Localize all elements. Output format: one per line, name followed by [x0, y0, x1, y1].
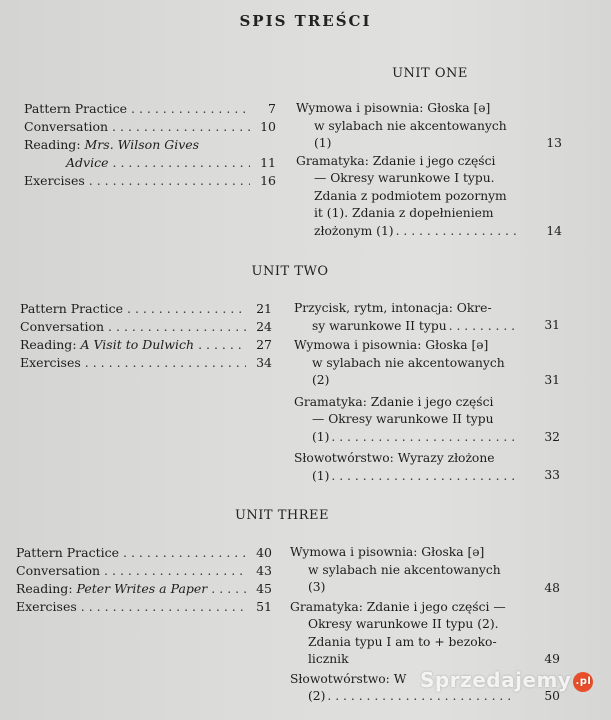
- toc-entry[interactable]: Wymowa i pisownia: Głoska [ə] w sylabach nie akcentowanych (2) 31: [294, 338, 560, 387]
- toc-entry[interactable]: Pattern Practice . . . 7: [24, 100, 276, 118]
- toc-entry[interactable]: Wymowa i pisownia: Głoska [ə] w sylabach nie akcentowanych (3) 48: [290, 545, 560, 595]
- toc-entry[interactable]: Conversation . . . 10: [24, 118, 276, 136]
- unit-one-right-list: [296, 100, 562, 240]
- watermark-logo: Sprzedajemy .pl: [420, 668, 593, 692]
- toc-entry[interactable]: Słowotwórstwo: Wyrazy złożone (1) . . . 33: [294, 450, 516, 485]
- toc-entry[interactable]: Pattern Practice . . . 21: [20, 300, 272, 318]
- toc-entry[interactable]: Conversation . . . 43: [16, 562, 272, 580]
- toc-entry[interactable]: Reading: A Visit to Dulwich . . . 27: [20, 336, 272, 354]
- unit-one-left-list: [24, 100, 276, 190]
- unit-three-left-list: [16, 544, 272, 616]
- toc-entry[interactable]: Gramatyka: Zdanie i jego części — Okresy warunkowe II typu (2). Zdania typu I am to + bezoko- licznik 49: [290, 599, 560, 666]
- toc-entry[interactable]: Reading: Peter Writes a Paper . . . 45: [16, 580, 272, 598]
- unit-one-heading: UNIT ONE: [392, 66, 468, 81]
- unit-three-heading: UNIT THREE: [234, 508, 330, 523]
- toc-entry[interactable]: Exercises . . . 16: [24, 172, 276, 190]
- toc-entry[interactable]: Słowotwórstwo: W (2) . . . 50: [290, 671, 516, 706]
- unit-two-heading: UNIT TWO: [251, 264, 329, 279]
- toc-entry[interactable]: Gramatyka: Zdanie i jego części — Okresy warunkowe II typu (1) . . . 32: [294, 394, 516, 447]
- toc-entry[interactable]: Przycisk, rytm, intonacja: Okre- sy warunkowe II typu . . . 31: [294, 300, 516, 335]
- toc-entry[interactable]: Pattern Practice . . . 40: [16, 544, 272, 562]
- toc-entry[interactable]: Exercises . . . 51: [16, 598, 272, 616]
- toc-entry[interactable]: Exercises . . . 34: [20, 354, 272, 372]
- watermark-badge: .pl: [573, 672, 593, 692]
- toc-entry[interactable]: Gramatyka: Zdanie i jego części — Okresy warunkowe I typu. Zdania z podmiotem pozornym it (1). Zdania z dopełnieniem złożonym (1) . . . 14: [296, 153, 518, 241]
- toc-entry[interactable]: Conversation . . . 24: [20, 318, 272, 336]
- unit-two-right-list: [294, 300, 560, 485]
- unit-two-left-list: [20, 300, 272, 372]
- toc-entry-continuation[interactable]: Advice . . . 11: [24, 154, 276, 172]
- page-title: SPIS TREŚCI: [239, 12, 372, 30]
- toc-entry[interactable]: Wymowa i pisownia: Głoska [ə] w sylabach nie akcentowanych (1) 13: [296, 101, 562, 150]
- toc-entry[interactable]: Reading: Mrs. Wilson Gives: [24, 137, 200, 152]
